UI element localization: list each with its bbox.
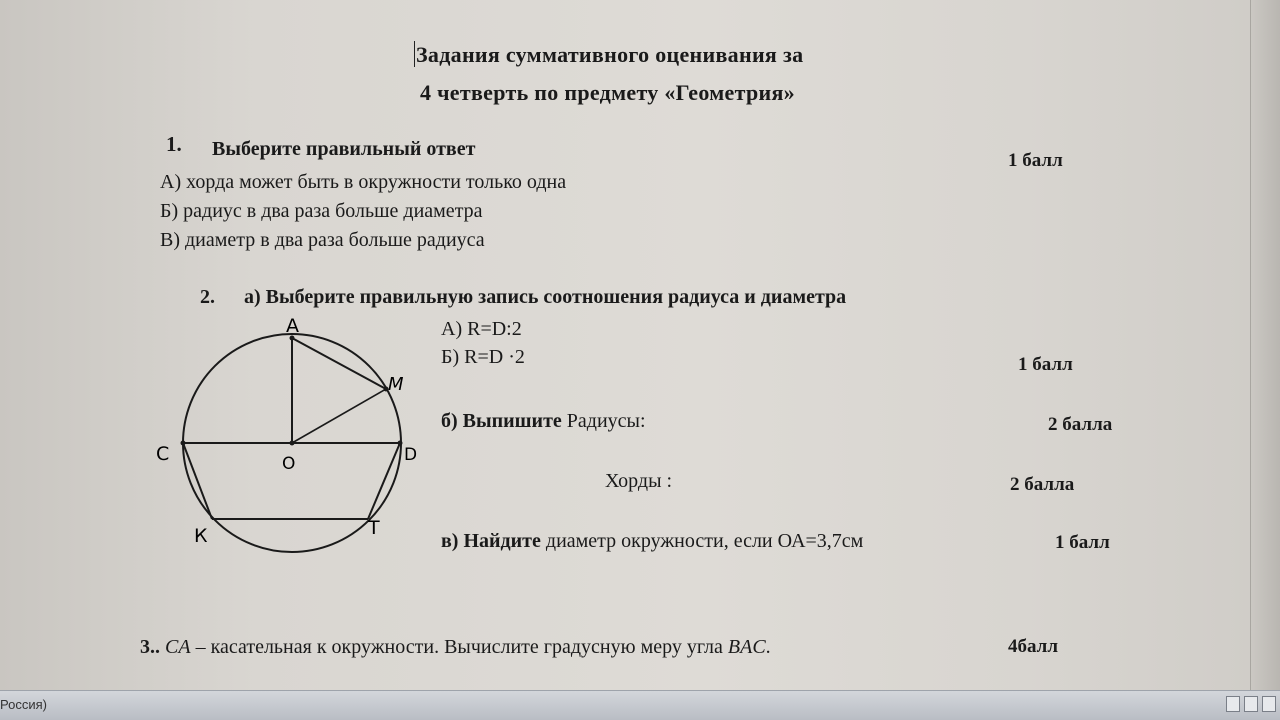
label-c: С: [156, 443, 170, 465]
print-layout-icon[interactable]: [1226, 696, 1240, 712]
q2-part-b-bold: б) Выпишите: [441, 410, 562, 432]
label-a: А: [286, 315, 299, 337]
chord-ck: [183, 443, 212, 519]
q2-part-b-rest: Радиусы:: [561, 410, 646, 432]
point-c: [181, 441, 186, 446]
q3-number: 3..: [140, 636, 160, 658]
q3-score: 4балл: [1008, 636, 1058, 657]
q1-score: 1 балл: [1008, 150, 1063, 171]
q3-dot: .: [765, 636, 771, 658]
q1-number: 1.: [166, 132, 182, 156]
label-m: М: [388, 374, 404, 395]
circle-diagram: [150, 310, 430, 560]
q2-part-c-bold: в) Найдите: [441, 530, 541, 552]
q2-part-c: [441, 530, 863, 553]
q1-option-a: А) хорда может быть в окружности только одна: [160, 171, 567, 193]
monitor-edge: [1250, 0, 1280, 690]
view-buttons: [1226, 696, 1276, 712]
q3-ca: CA: [165, 636, 191, 658]
full-screen-icon[interactable]: [1244, 696, 1258, 712]
web-layout-icon[interactable]: [1262, 696, 1276, 712]
point-o: [290, 441, 295, 446]
title-line-1: Задания суммативного оценивания за: [416, 42, 804, 67]
q2-part-b2: Хорды :: [605, 470, 673, 492]
q1-option-c: В) диаметр в два раза больше радиуса: [160, 229, 485, 251]
radius-om: [292, 389, 386, 443]
text-cursor: [414, 41, 415, 67]
status-bar: [0, 690, 1280, 720]
q2-option-b: Б) R=D ·2: [441, 346, 525, 368]
q3-bac: BAC: [727, 636, 766, 658]
label-k: К: [194, 525, 208, 547]
q1-prompt: Выберите правильный ответ: [212, 138, 476, 160]
q2-number: 2.: [200, 286, 215, 308]
label-t: Т: [368, 517, 380, 539]
title-line-2: 4 четверть по предмету «Геометрия»: [420, 80, 795, 105]
q2-score-b2: 2 балла: [1010, 474, 1075, 495]
language-indicator[interactable]: Россия): [0, 697, 47, 712]
q2-part-b: [441, 410, 646, 433]
page-title: [414, 36, 954, 112]
q2-option-a: А) R=D:2: [441, 318, 522, 340]
q2-part-c-rest: диаметр окружности, если ОА=3,7см: [540, 530, 864, 552]
q3-line: [140, 636, 771, 659]
q2-part-a: а) Выберите правильную запись соотношения радиуса и диаметра: [244, 286, 847, 308]
label-o: О: [282, 454, 296, 474]
q1-option-b: Б) радиус в два раза больше диаметра: [160, 200, 483, 222]
q3-text: – касательная к окружности. Вычислите градусную меру угла: [190, 636, 728, 658]
q2-score-a: 1 балл: [1018, 354, 1073, 375]
point-d: [398, 441, 403, 446]
q2-score-c: 1 балл: [1055, 532, 1110, 553]
q2-score-b1: 2 балла: [1048, 414, 1113, 435]
label-d: D: [404, 445, 418, 465]
